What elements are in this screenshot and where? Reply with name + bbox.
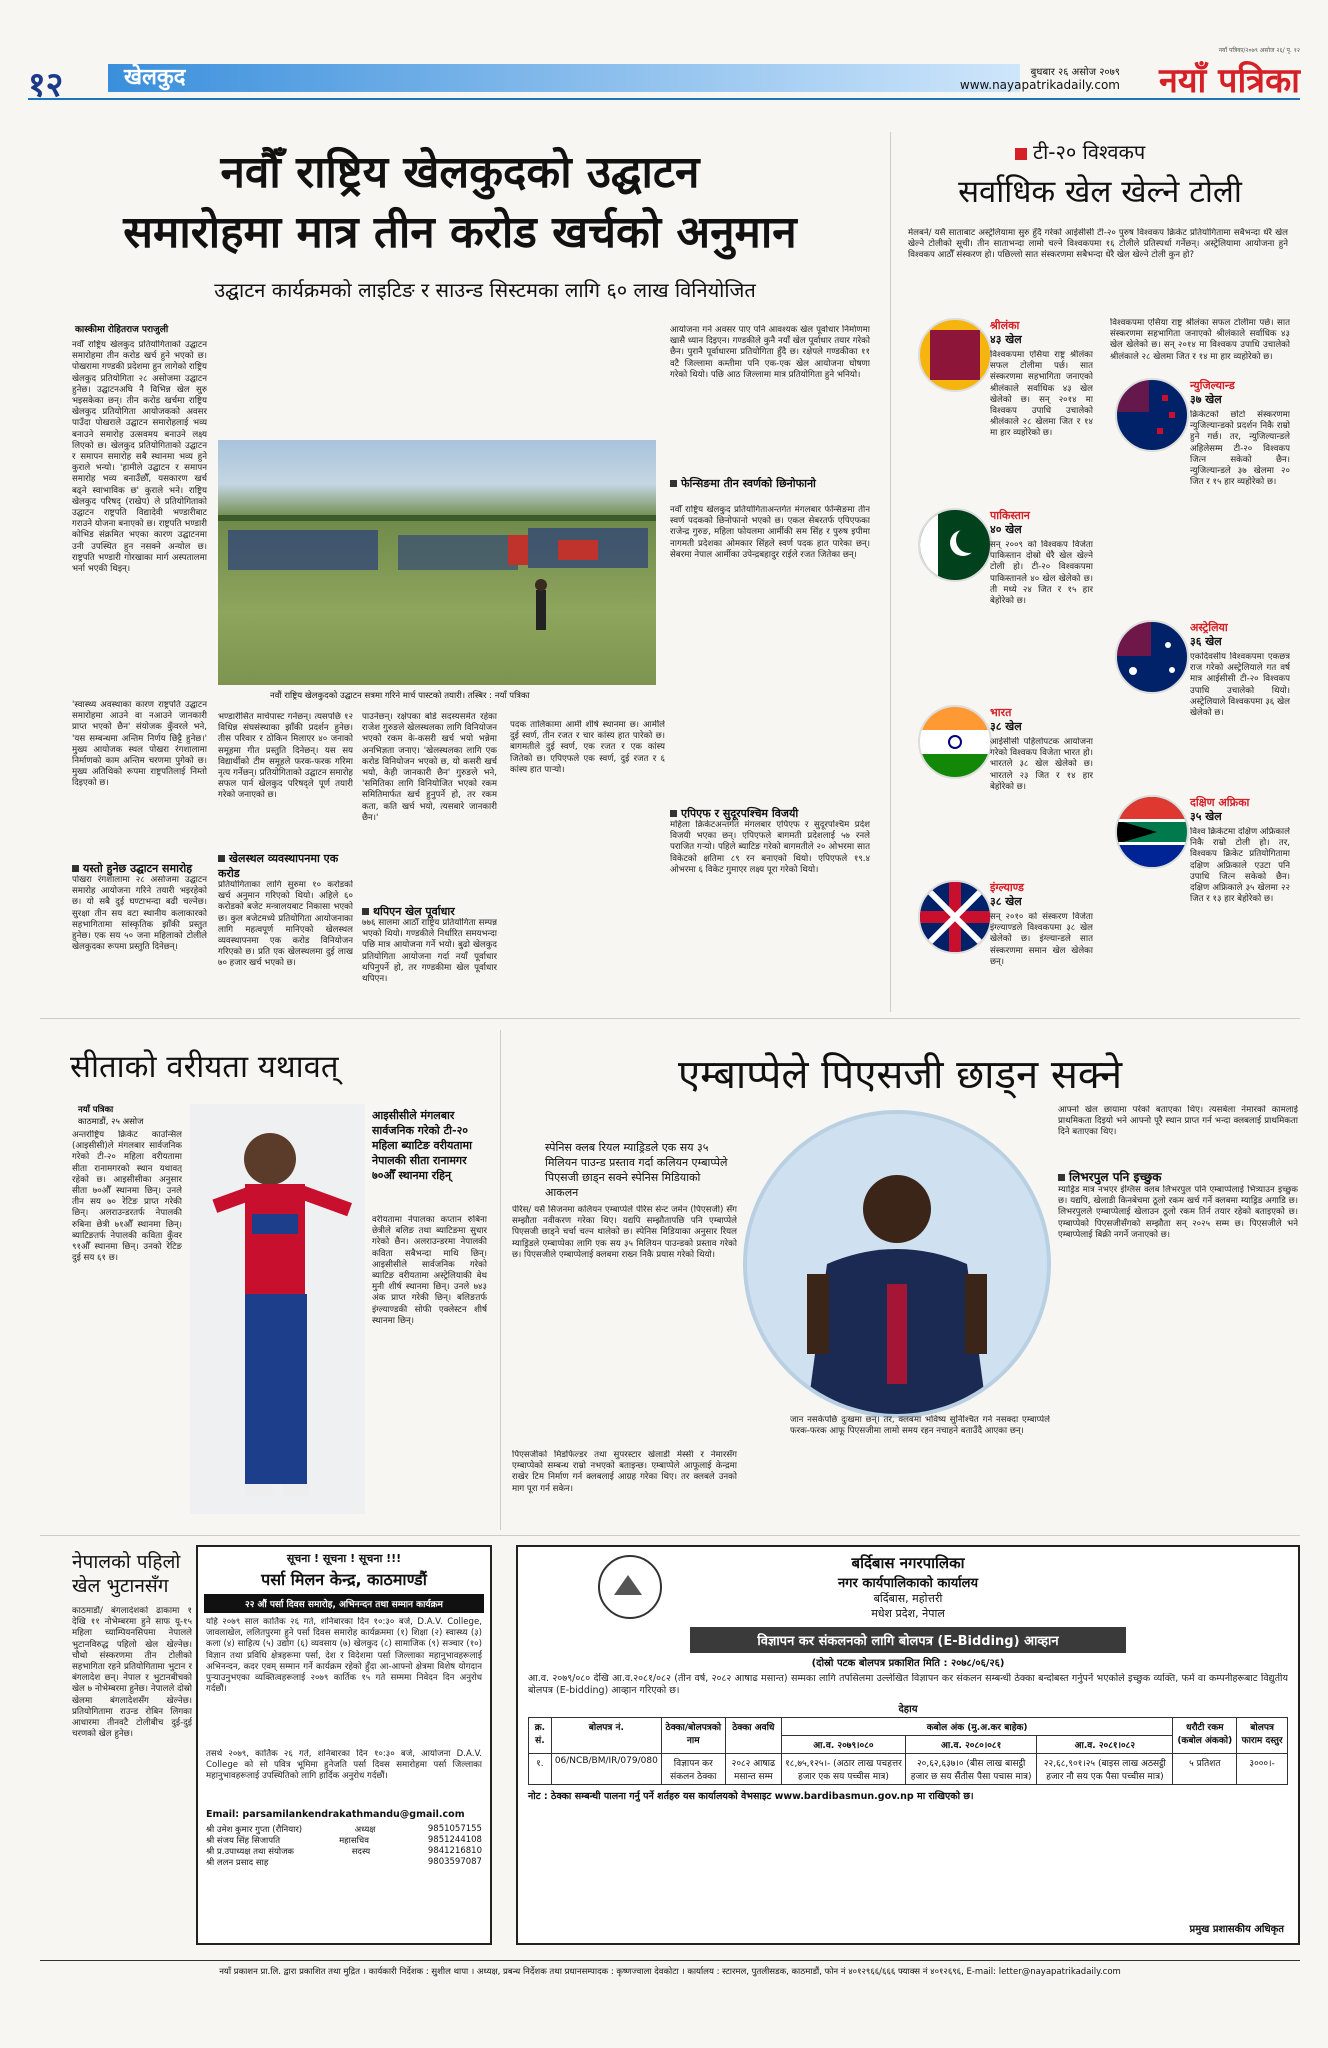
sita-dateline: काठमाडौं, २५ असोज xyxy=(78,1117,144,1127)
main-photo xyxy=(218,440,656,685)
bid-th: आ.व. २०७९।०८० xyxy=(781,1736,905,1754)
notice-contacts xyxy=(206,1824,482,1868)
page-header xyxy=(28,47,1300,105)
bid-th: बोलपत्र फाराम दस्तुर xyxy=(1237,1718,1288,1754)
team-name-south-africa: दक्षिण अफ्रिका xyxy=(1190,796,1250,809)
team-games-south-africa: ३५ खेल xyxy=(1190,810,1222,823)
main-sub5: एपिएफ र सुदूरपश्चिम विजयी xyxy=(670,806,870,821)
mbappe-headline: एम्बाप्पेले पिएसजी छाड्न सक्ने xyxy=(677,1052,1123,1098)
sita-col1: अन्तर्राष्ट्रिय क्रिकेट काउन्सिल (आइसीसी)ले मंगलबार सार्वजनिक गरेको टी-२० महिला वरीयतामा सीता रानामगरको स्थान यथावत् रहेको छ। आइसीसीका अनुसार सीता ७०औँ स्थानमा छिन्। उनले तीन सय ७० रेटिङ प्राप्त गरेकी छिन्। अलराउन्डरतर्फ नेपालकी रुबिना छेत्री ७१औँ स्थानमा छिन्। ब्याटिङतर्फ नेपालकी कविता कुँवर ९१औँ स्थानमा छिन्। उनको रेटिङ दुई सय ६१ छ। xyxy=(72,1130,182,1264)
bid-place1: बर्दिबास, महोत्तरी xyxy=(873,1592,943,1605)
bid-td: २२,६८,९०१।२५ (बाइस लाख अठसट्ठी हजार नौ सय एक पैसा पच्चीस मात्र) xyxy=(1037,1754,1173,1785)
team-text-pakistan: सन् २००९ को विश्वकप विजेता पाकिस्तान दोस्रो धेरै खेल खेल्ने टोली हो। टी-२० विश्वकपमा पाकिस्तानले ४० खेल खेलेको छ। ती मध्ये २४ जित र १५ हार बेहोरेको छ। xyxy=(990,540,1093,607)
main-byline: कास्कीमा रोहितराज पराजुली xyxy=(75,325,169,335)
t20-title: सर्वाधिक खेल खेल्ने टोली xyxy=(958,174,1242,210)
contact-row: श्री प्र.उपाध्यक्ष तथा संयोजक सदस्य 9841216810 xyxy=(206,1846,482,1857)
sita-col2: वरीयतामा नेपालका कप्तान रुबिना छेत्रीले बलिङ तथा ब्याटिङमा सुधार गरेको छैन। अलराउन्डरमा नेपालकी कविता सबैभन्दा माथि छिन्। आइसीसीले सार्वजनिक गरेको ब्याटिङ वरीयतामा अस्ट्रेलियाकी बेथ मुनी शीर्ष स्थानमा छिन्। उनले ७४३ अंक प्राप्त गरेकी छिन्। बलिङतर्फ इंग्ल्याण्डकी सोफी एक्लेस्टन शीर्ष स्थानमा छिन्। xyxy=(372,1215,487,1326)
main-col2b: प्रतियोगिताका लागि सुरुमा १० करोडको खर्च अनुमान गरिएको थियो। अहिले ६० करोडको बजेट मन्त्रालयबाट निकासा भएको छ। कुल बजेटमध्ये प्रतियोगिता आयोजनाका लागि महत्वपूर्ण मानिएको खेलस्थल व्यवस्थापनमा एक करोड विनियोजन गरिएको छ। प्रति एक खेलस्थलमा दुई लाख ७० हजार खर्च भएको छ। xyxy=(218,880,353,969)
team-name-sri-lanka: श्रीलंका xyxy=(990,319,1020,332)
mbappe-caption: जान नसकेपछि दुःखमा छन्। तर, क्लबमा भविष्य सुनिश्चित गर्न नसक्दा एम्बाप्पेले फरक-फरक आफू पिएसजीमा लामो समय रहन नचाहने बताउँदै आएका छन्। xyxy=(790,1415,1050,1437)
main-sub2: खेलस्थल व्यवस्थापनमा एक करोड xyxy=(218,851,358,881)
team-games-india: ३८ खेल xyxy=(990,720,1022,733)
team-games-england: ३८ खेल xyxy=(990,895,1022,908)
bid-th: आ.व. २०८०।०८१ xyxy=(905,1736,1036,1754)
bid-td: विज्ञापन कर संकलन ठेक्का xyxy=(661,1754,725,1785)
horizontal-divider xyxy=(40,1018,1300,1019)
column-divider xyxy=(890,132,891,1012)
team-name-india: भारत xyxy=(990,706,1012,719)
team-text-new-zealand: क्रिकेटको छोटो संस्करणमा न्युजिल्यान्डको प्रदर्शन निकै राम्रो हुने गर्छ। तर, न्युजिल्यान्डले अहिलेसम्म टी-२० विश्वकप जित्न सकेको छैन। न्युजिल्यान्डले ३७ खेलमा २० जित र १५ हार व्यहोरेको छ। xyxy=(1190,410,1290,488)
bid-th: ठेक्का/बोलपत्रको नाम xyxy=(661,1718,725,1754)
team-text-england: सन् २०१० को संस्करण विजेता इंग्ल्याण्डले विश्वकपमा ३८ खेल खेलेको छ। इंग्ल्यान्डले सात संस्करणमा समान खेल खेलेका छन्। xyxy=(990,912,1093,967)
bid-place2: मधेश प्रदेश, नेपाल xyxy=(871,1607,945,1620)
team-name-australia: अस्ट्रेलिया xyxy=(1190,621,1228,634)
team-text-sri-lanka: विश्वकपमा एसिया राष्ट्र श्रीलंका सफल टोलीमा पर्छ। सात संस्करणमा सहभागिता जनाएको श्रीलंकाले सर्वाधिक ४३ खेल खेलेको छ। सन् २०१४ मा विश्वकप उपाधि उचालेको श्रीलंकाले २८ खेलमा जित र १४ मा हार व्यहोरेको छ। xyxy=(990,350,1093,439)
main-col1: नवौँ राष्ट्रिय खेलकुद प्रतियोगिताको उद्घाटन समारोहमा तीन करोड खर्च हुने भएको छ। पोखरामा गण्डकी प्रदेशमा हुन लागेको राष्ट्रिय खेलकुद प्रतियोगिता २८ असोजमा उद्घाटन हुनेछ। उद्घाटनअघि नै विभिन्न खेल सुरु भइसकेका छन्। तीन करोड खर्चमा राष्ट्रिय खेलकुद प्रतियोगिता आयोजकको अवसर पाउँदा पोखराले उद्घाटन समारोहलाई भव्य बनाउने समारोह उत्सवमय बनाउने लक्ष्य लिएको छ। खेलकुद प्रतियोगिताको उद्घाटन र समापन समारोह सबै स्थानमा भव्य हुने कुराले भन्यो। 'हामीले उद्घाटन र समापन समारोह भव्य बनाउँछौँ, यसकारण खर्च बढ्ने स्वाभाविक छ' कुराले भने। राष्ट्रिय खेलकुद परिषद् (राखेप) ले प्रतियोगिताको उद्घाटन राष्ट्रपति विद्यादेवी भण्डारीबाट गराउने योजना बनाएको छ। राष्ट्रपति भण्डारी कोभिड संक्रमित भएका कारण उद्घाटनमा उनी उपस्थित हुन नसक्ने अन्योल छ। राष्ट्रपति भण्डारी गोरखाका मार्ग अस्पतालमा भर्ना भएकी थिइन्। xyxy=(72,340,207,575)
bid-body: आ.व. २०७९/०८० देखि आ.व.२०८१/०८२ (तीन वर्ष, २०८२ आषाढ मसान्त) सम्मका लागि तपसिलमा उल्लेखित विज्ञापन कर संकलन सम्बन्धी ठेक्का बन्दोबस्त गर्नुपर्ने भएकोले इच्छुक व्यक्ति, फर्म वा कम्पनीहरूबाट विद्युतीय बोलपत्र (E-bidding) आव्हान गरिएको छ। xyxy=(528,1673,1288,1696)
red-square-icon xyxy=(1015,148,1027,160)
bhutan-headline: नेपालको पहिलो खेल भुटानसँग xyxy=(72,1551,181,1597)
issue-date: बुधबार २६ असोज २०७९ xyxy=(1030,67,1120,78)
notice-banner: २२ औं पर्सा दिवस समारोह, अभिनन्दन तथा सम्मान कार्यक्रम xyxy=(204,1594,484,1613)
horizontal-divider xyxy=(40,1535,1300,1536)
newspaper-logo: नयाँ पत्रिका xyxy=(1158,61,1300,101)
mbappe-col2: पिएसजीको मिडफिल्डर तथा सुपरस्टार खेलाडी मेस्सी र नेमारसँग एम्बाप्पेको सम्बन्ध राम्रो नभएको बताइन्छ। एम्बाप्पेले आफूलाई केन्द्रमा राखेर टिम निर्माण गर्न क्लबलाई आग्रह गरेका थिए। तर क्लबले उनको माग पूरा गर्न सकेन। xyxy=(512,1450,737,1494)
footer-imprint: नयाँ प्रकाशन प्रा.लि. द्वारा प्रकाशित तथा मुद्रित । कार्यकारी निर्देशक : सुशील थापा । अध्यक्ष, प्रबन्ध निर्देशक तथा प्रधानसम्पादक : कृष्णज्वाला देवकोटा । कार्यालय : स्टारमल, पुतलीसडक, काठमाडौं, फोन नं ४०१२९६६/६६६ फ्याक्स नं ४०१२६९६, E-mail: letter@nayapatrikadaily.com xyxy=(219,1967,1121,1977)
bhutan-body: काठमाडौं/ बंगलादेशको ढाकामा १ देखि ११ नोभेम्बरमा हुने साफ यू-१५ महिला च्याम्पियनसिपमा नेपालले भुटानविरुद्ध पहिलो खेल खेल्नेछ। चौथो संस्करणमा तीन टोलीको सहभागिता रहने प्रतियोगितामा भुटान र बंगलादेश छन्। नेपाल र भुटानबीचको खेल ७ नोभेम्बरमा हुनेछ। नेपालले दोस्रो खेलमा बंगलादेशसँग खेल्नेछ। प्रतियोगितामा राउन्ड रोबिन लिगका आधारमा तीनवटै टोलीबीच दुई-दुई चरणको खेल हुनेछ। xyxy=(72,1606,192,1740)
sita-headline: सीताको वरीयता यथावत् xyxy=(70,1049,339,1085)
bid-td: १८,७५,१२५।- (अठार लाख पचहत्तर हजार एक सय पच्चीस मात्र) xyxy=(781,1754,905,1785)
parade-photo-icon xyxy=(218,440,656,685)
main-headline-1: नवौँ राष्ट्रिय खेलकुदको उद्घाटन xyxy=(220,147,700,198)
main-col2: भण्डारीसित मार्चपास्ट गर्नेछन्। त्यसपछि १२ विधिन्न संघसंस्थाका झाँकी प्रदर्शन हुनेछ। तीस परिवार र ठोकिन मिलाएर ४० जनाको समूहमा गीत प्रस्तुति दिनेछन्। यस सय विद्यार्थीको टीम समूहले फरक-फरक गरिमा नृत्य गर्नेछन्। प्रतियोगिताको उद्घाटन समारोह सफल पार्न खेलकुद परिषद्ले पूर्ण तयारी गरेको जनाएको छ। xyxy=(218,712,353,801)
page-number: १२ xyxy=(28,65,64,105)
mbappe-photo xyxy=(743,1110,1051,1418)
team-name-england: इंग्ल्याण्ड xyxy=(990,881,1024,894)
t20-intro: मेलबर्न/ यसै साताबाट अस्ट्रेलियामा सुरु हुँदै गरेको आईसीसी टी-२० पुरुष विश्वकप क्रिकेट प्रतियोगितामा सबैभन्दा धेरै खेल खेल्ने टोलीको सूची। तीन साताभन्दा लामो चल्ने विश्वकपमा १६ टोलीले प्रतिस्पर्धा गर्नेछन्। अस्ट्रेलियामा आयोजना हुने विश्वकप आठौँ संस्करण हो। पछिल्लो सात संस्करणमा सबैभन्दा धेरै खेल खेल्ने टोली कुन हो? xyxy=(908,228,1288,261)
mbappe-pullquote: स्पेनिस क्लब रियल म्याड्रिडले एक सय ३५ मिलियन पाउन्ड प्रस्ताव गर्दा कलियन एम्बाप्पेले पिएसजी छाड्न सक्ने स्पेनिस मिडियाको आकलन xyxy=(545,1141,728,1199)
notice-top: सूचना ! सूचना ! सूचना !!! xyxy=(286,1552,402,1565)
team-games-pakistan: ४० खेल xyxy=(990,523,1022,536)
bid-th: कबोल अंक (मु.अ.कर बाहेक) xyxy=(781,1718,1172,1736)
bid-td: १. xyxy=(529,1754,552,1785)
main-col4c: पदक तालिकामा आर्मी शीर्ष स्थानमा छ। आर्मीले दुई स्वर्ण, तीन रजत र चार कांस्य हात पारेको छ। बागमतीले दुई स्वर्ण, एक रजत र एक कांस्य जितेको छ। एपिएफले एक स्वर्ण, दुई रजत र ६ कांस्य हात पार्‍यो। xyxy=(510,720,665,775)
bid-td: ३०००।- xyxy=(1237,1754,1288,1785)
mbappe-sub: लिभरपुल पनि इच्छुक xyxy=(1058,1168,1298,1185)
bid-td: २०,६२,६३७।० (बीस लाख बासट्ठी हजार छ सय सैंतीस पैसा पचास मात्र) xyxy=(905,1754,1036,1785)
bid-td: 06/NCB/BM/IR/079/080 xyxy=(551,1754,661,1785)
main-col3b: ७७६ सालमा आठौँ राष्ट्रिय प्रतियोगिता सम्पन्न भएको थियो। गण्डकीले निर्धारित समयभन्दा पछि मात्र आयोजना गर्ने भयो। बुढो खेलकुद प्रतियोगिता आयोजना गर्दा नयाँ पूर्वाधार थपिनुपर्ने हो, तर गण्डकीमा खेल पूर्वाधार थपिएन। xyxy=(362,918,497,985)
bid-td: ५ प्रतिशत xyxy=(1173,1754,1237,1785)
contact-row: श्री संजय सिंह सिजापति महासचिव 9851244108 xyxy=(206,1835,482,1846)
main-col4d: महिला क्रिकेटअन्तर्गत मंगलबार एपिएफ र सुदूरपश्चिम प्रदेश विजयी भएका छन्। एपिएफले बागमती प्रदेशलाई ५७ रनले पराजित गर्‍यो। पहिले ब्याटिङ गरेको बागमतीले २० ओभरमा सात विकेटको क्षतिमा ८९ रन बनाएको थियो। एपिएफले १९.४ ओभरमा ६ विकेट गुमाएर लक्ष्य पूरा गरेको थियो। xyxy=(670,820,870,875)
logo-meta: नयाँ पत्रिका/२०७९ असोज २६/ पृ. १२ xyxy=(1218,47,1300,54)
mbappe-col3b: म्याड्रिड मात्र नभएर इंग्लिस क्लब लिभरपुल पनि एम्बाप्पेलाई भित्र्याउन इच्छुक छ। यद्यपि, खेलाडी किनबेचमा ठूलो रकम खर्च गर्ने क्लबमा म्याड्रिड अगाडि छ। लिभरपुलले एम्बाप्पेलाई खेलाउन ठूलो रकम तिर्न तयार रहेको बताइएको छ। एम्बाप्पेको पिएसजीसँगको सम्झौता सन् २०२५ सम्म छ। पिएसजीले भने एम्बाप्पेलाई बिक्री नगर्ने जनाएको छ। xyxy=(1058,1185,1298,1240)
cricketer-photo-icon xyxy=(190,1104,365,1514)
contact-row: श्री उमेश कुमार गुप्ता (रौनियार) अध्यक्ष 9851057155 xyxy=(206,1824,482,1835)
main-col1c: पोखरा रंगशालामा २८ असोजमा उद्घाटन समारोह आयोजना गरिने तयारी भइरहेको छ। यो सबै दुई घण्टाभन्दा बढी चल्नेछ। सुरक्षा तीन सय वटा स्थानीय कलाकारको सहभागितामा सांस्कृतिक झाँकी प्रस्तुत हुनेछ। एक सय ५० जना महिलाको टोलीले खेलकुदका रूपमा प्रस्तुति दिनेछन्। xyxy=(72,875,207,953)
main-sub4: फेन्सिङमा तीन स्वर्णको छिनोफानो xyxy=(670,476,870,491)
notice-org: पर्सा मिलन केन्द्र, काठमाण्डौं xyxy=(261,1570,427,1589)
sita-photo xyxy=(190,1104,365,1514)
notice-body: यहि २०७९ साल कार्तिक २६ गते, शनिबारका दिन १०:३० बजे, D.A.V. College, जावलाखेल, ललितपुरमा हुने पर्सा दिवस समारोह कार्यक्रममा (१) शिक्षा (२) स्वास्थ्य (३) कला (४) साहित्य (५) उद्योग (६) व्यवसाय (७) खेलकुद (८) सामाजिक (९) सञ्चार (१०) विज्ञान तथा प्रविधि क्षेत्रहरूमा पर्सा, देश र विदेशमा पर्सा जिल्लाका महानुभावहरूलाई अभिनन्दन, कदर एवम् सम्मान गर्ने कार्यक्रम रहेको हुँदा आ-आफ्नो क्षेत्रमा विशेष योगदान पुऱ्याउनुभएका व्यक्तित्वहरूलाई २०७९ कार्तिक १५ गते सम्ममा निवेदन दिन अनुरोध गर्दछौं। xyxy=(206,1617,482,1695)
sita-pullquote: आइसीसीले मंगलबार सार्वजनिक गरेको टी-२० महिला ब्याटिङ वरीयतामा नेपालकी सीता रानामगर ७०औँ स्थानमा रहिन् xyxy=(372,1109,472,1182)
bid-note: नोट : ठेक्का सम्बन्धी पालना गर्नु पर्ने शर्तहरु यस कार्यालयको वेभसाइट www.bardibasmun.gov.np मा राखिएको छ। xyxy=(528,1791,974,1802)
municipality-emblem-icon xyxy=(598,1555,662,1619)
bid-table xyxy=(528,1717,1288,1785)
section-label: खेलकुद xyxy=(108,64,1020,92)
bid-subtitle: (दोस्रो पटक बोलपत्र प्रकाशित मिति : २०७८/०६/२६) xyxy=(811,1658,1005,1669)
team-text-australia: एकदिवसीय विश्वकपमा एकछत्र राज गरेको अस्ट्रेलियाले गत वर्ष मात्र आईसीसी टी-२० विश्वकप उपाधि उचालेको थियो। अस्ट्रेलियाले विश्वकपमा ३६ खेल खेलेको छ। xyxy=(1190,652,1290,719)
bid-th: आ.व. २०८१।०८२ xyxy=(1037,1736,1173,1754)
team-games-sri-lanka: ४३ खेल xyxy=(990,333,1022,346)
notice-email: Email: parsamilankendrakathmandu@gmail.com xyxy=(206,1809,465,1820)
t20-continued: विश्वकपमा एसिया राष्ट्र श्रीलंका सफल टोलीमा पर्छ। सात संस्करणमा सहभागिता जनाएको श्रीलंकाले सर्वाधिक ४३ खेल खेलेको छ। सन् २०१४ मा विश्वकप उपाधि उचालेको श्रीलंकाले २८ खेलमा जित र १४ मा हार व्यहोरेको छ। xyxy=(1110,318,1290,362)
team-text-south-africa: विश्व क्रिकेटमा दक्षिण अफ्रिकाले निकै राम्रो टोली हो। तर, विश्वकप क्रिकेट प्रतियोगितामा दक्षिण अफ्रिकाले एउटा पनि उपाधि जित्न सकेको छैन। दक्षिण अफ्रिकाले ३५ खेलमा २२ जित र १३ हार बेहोरेको छ। xyxy=(1190,827,1290,905)
column-divider xyxy=(500,1030,501,1530)
team-name-pakistan: पाकिस्तान xyxy=(990,509,1030,522)
bid-table-caption: देहाय xyxy=(898,1704,918,1715)
bid-office: नगर कार्यपालिकाको कार्यालय xyxy=(837,1576,979,1591)
main-deck: उद्घाटन कार्यक्रमको लाइटिङ र साउन्ड सिस्टमका लागि ६० लाख विनियोजित xyxy=(214,278,756,302)
footer-rule xyxy=(40,1960,1300,1961)
bid-th: धरौटी रकम (कबोल अंकको) xyxy=(1173,1718,1237,1754)
bid-org: बर्दिबास नगरपालिका xyxy=(851,1554,965,1572)
mbappe-col1: पेरिस/ यसै सिजनमा कलियन एम्बाप्पेले पेरिस सेन्ट जर्मेन (पिएसजी) सँग सम्झौता नवीकरण गरेका थिए। यद्यपि सम्झौतापछि पनि एम्बाप्पेले पिएसजी छाड्ने चर्चा चल्न थालेको छ। स्पेनिस मिडियाका अनुसार रियल म्याड्रिडले एम्बाप्पेका लागि एक सय ३५ मिलियन पाउन्डको प्रस्ताव गरेको छ। पिएसजीले एम्बाप्पेलाई क्लबमा राख्न निकै प्रयास गरेको थियो। xyxy=(512,1205,737,1260)
website-url: www.nayapatrikadaily.com xyxy=(959,78,1120,92)
main-sub3: थपिएन खेल पूर्वाधार xyxy=(362,904,502,919)
main-col4b: नवौँ राष्ट्रिय खेलकुद प्रतियोगिताअन्तर्गत मंगलबार फेन्सिङमा तीन स्वर्ण पदकको छिनोफानो भएको छ। एकल सेबरतर्फ एपिएफका राजेन्द्र गुरुङ, महिला फोयलमा आर्मीकी सम सिंह र पुरुष इपीमा नागमती प्रदेशका ओमकार सिंहले स्वर्ण पदक हात पारेका छन्। सेबरमा नेपाल आर्मीका उपेन्द्रबहादुर राईले रजत जितेका छन्। xyxy=(670,505,870,560)
team-games-australia: ३६ खेल xyxy=(1190,635,1222,648)
notice-body2: तसर्थ २०७९, कार्तिक २६ गते, शनिबारका दिन १०:३० बजे, आयोजना D.A.V. College को सो पवित्र भूमिमा हुनेजति पर्सा दिवस समारोहमा पर्सा जिल्लाका महानुभावहरूलाई उपस्थितिको लागि हार्दिक अनुरोध गर्दछौं। xyxy=(206,1749,482,1782)
contact-row: श्री ललन प्रसाद साह 9803597087 xyxy=(206,1857,482,1868)
table-row xyxy=(529,1754,1288,1785)
main-sub1: यस्तो हुनेछ उद्घाटन समारोह xyxy=(72,861,212,876)
bid-th: क्र. सं. xyxy=(529,1718,552,1754)
team-games-new-zealand: ३७ खेल xyxy=(1190,393,1222,406)
main-col1b: 'स्वास्थ्य अवस्थाका कारण राष्ट्रपति उद्घाटन समारोहमा आउने वा नआउने जानकारी प्राप्त भएको छैन' संयोजक कुँवरले भने, 'यस सम्बन्धमा अन्तिम निर्णय छिट्टै हुनेछ।' मुख्य आयोजक स्थल पोखरा रंगशालामा निर्माणको काम अन्तिम चरणमा पुगेको छ। मुख्य अतिथिको रूपमा राष्ट्रपतिलाई निम्तो दिइएको छ। xyxy=(72,700,207,789)
bid-th: ठेक्का अवधि xyxy=(725,1718,781,1754)
main-photo-caption: नवौं राष्ट्रिय खेलकुदको उद्घाटन सत्रमा गरिने मार्च पास्टको तयारी। तस्बिर : नयाँ पत्रिका xyxy=(270,691,530,701)
bid-ad xyxy=(516,1545,1300,1945)
mbappe-col3: आफ्नो खेल छायामा परेको बताएका थिए। त्यसबेला नेमारको कामलाई प्राथमिकता दिइयो भने आफ्नो पूरै स्थान प्राप्त गर्न भन्दा क्लबलाई प्राथमिकता दिने बताएका थिए। xyxy=(1058,1105,1298,1138)
footballer-photo-icon xyxy=(747,1114,1047,1414)
team-name-new-zealand: न्युजिल्यान्ड xyxy=(1190,379,1235,392)
t20-kicker: टी-२० विश्वकप xyxy=(1015,138,1145,165)
bid-signature: प्रमुख प्रशासकीय अधिकृत xyxy=(1189,1924,1284,1935)
main-col3: पाउनेछन्। रक्षेपका बोर्ड सदस्यसमेत रहेका राजेश गुरुङले खेलस्थलका लागि विनियोजन भएको रकम के-कसरी खर्च भयो भन्नेमा अनभिज्ञता जनाए। 'खेलस्थलका लागि एक करोड विनियोजन भएको छ, यो कसरी खर्च भयो, केही जानकारी छैन' गुरुङले भने, 'समितिका लागि विनियोजित भएको रकम समितिमार्फत खर्च हुनुपर्ने हो, तर रकम कता, कति खर्च भयो, त्यसबारे जानकारी छैन।' xyxy=(362,712,497,823)
sita-source: नयाँ पत्रिका xyxy=(78,1105,114,1115)
team-text-india: आईसीसी पहिलोपटक आयोजना गरेको विश्वकप विजेता भारत हो। भारतले ३८ खेल खेलेको छ। भारतले २३ जित र १४ हार बेहोरेको छ। xyxy=(990,737,1093,792)
bid-td: २०८२ आषाढ मसान्त सम्म xyxy=(725,1754,781,1785)
main-col4: आयोजना गर्न अवसर पाए पनि आवश्यक खेल पूर्वाधार निर्माणमा खासै ध्यान दिइएन। गण्डकीले कुनै नयाँ खेल पूर्वाधार तयार गरेको छैन। पुरानै पूर्वाधारमा प्रतियोगिता हुँदै छ। रक्षेपले गण्डकीका ११ वटै जिल्लामा कम्तीमा पनि एक-एक खेल आयोजना घोषणा गरेको थियो। पछि आठ जिल्लामा मात्र प्रतियोगिता हुने भनियो। xyxy=(670,325,870,380)
bid-th: बोलपत्र नं. xyxy=(551,1718,661,1754)
notice-ad xyxy=(196,1545,492,1945)
main-headline-2: समारोहमा मात्र तीन करोड खर्चको अनुमान xyxy=(123,207,797,258)
bid-banner: विज्ञापन कर संकलनको लागि बोलपत्र (E-Bidding) आव्हान xyxy=(690,1627,1126,1653)
